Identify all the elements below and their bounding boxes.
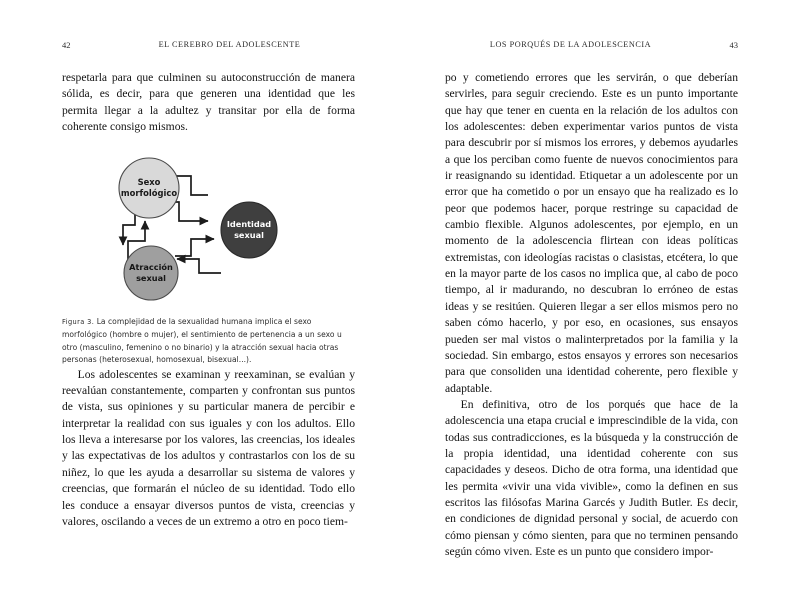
left-running-head-title: EL CEREBRO DEL ADOLESCENTE (158, 40, 301, 49)
left-paragraph-2: Los adolescentes se examinan y reexaminan, se evalúan y reevalúan constantemente, comparten y confrontan sus puntos de vista, sus opiniones y su particular manera de percibir e interpretar la realidad con sus iguales y con los adultos. Ello los lleva a interesarse por los valores, las creencias, los ideales y las expectativas de los adultos y contrastarlos con los de su niñez, lo que les ayuda a desarrollar su sistema de valores y creencias, que formarán el núcleo de su identidad. Todo ello les conduce a ensayar diversos puntos de vista, creencias y valores, oscilando a veces de un extremo a otro en poco tiem- (62, 367, 355, 528)
right-running-head (445, 40, 738, 70)
node-atraccion-label-line1: Atracción (128, 262, 173, 273)
left-page-folio: 42 (62, 40, 71, 50)
arrow-identidad-to-atraccion (177, 259, 221, 273)
node-atraccion-label-line2: sexual (135, 273, 166, 284)
arrow-atraccion-to-identidad (175, 239, 214, 256)
node-identidad-label-line2: sexual (233, 230, 264, 241)
figure-3 (62, 151, 355, 366)
right-running-head-title: LOS PORQUÉS DE LA ADOLESCENCIA (489, 40, 652, 49)
node-sexo-label-line1: Sexo (137, 177, 160, 188)
sexuality-complexity-diagram (109, 151, 309, 306)
node-identidad-sexual (221, 202, 277, 258)
right-page (400, 0, 800, 614)
left-paragraph-1: respetarla para que culminen su autoconstrucción de manera sólida, es decir, para que generen una identidad que les permita llegar a la adultez y transitar por ella de forma coherente consigo mismos. (62, 71, 355, 134)
figure-3-label: Figura 3. (62, 318, 95, 327)
node-sexo-label-line2: morfológico (120, 188, 177, 199)
figure-3-caption-text: La complejidad de la sexualidad humana implica el sexo morfológico (hombre o mujer), el sentimiento de pertenencia a un sexo u otro (masculino, femenino o no binario) y la atracción sexual hacia otras personas (heterosexual, homosexual, bisexual...). (62, 317, 342, 365)
left-text-column (62, 70, 355, 530)
right-page-folio: 43 (729, 40, 738, 50)
figure-3-caption (62, 316, 355, 366)
left-running-head (62, 40, 355, 70)
figure-3-image (62, 151, 355, 306)
right-paragraph-1: po y cometiendo errores que les servirán, o que deberían servirles, para seguir creciendo. Este es un punto importante que hay que tener en cuenta en la relación de los adultos con los adolescentes: deben experimentar varios puntos de vista para descubrir por sí mismos los errores, y debemos ayudarles a que los perciban como fuente de nuevos conocimientos para ir reasignando su identidad. Etiquetar a un adolescente por un error que ha cometido o por un ensayo que ha realizado es lo peor que podemos hacer, porque restringe su capacidad de cambio flexible. Algunos adolescentes, por ejemplo, en un momento de la adolescencia flirtean con ideas políticas extremistas, con ideologías racistas o clasistas, etcétera, lo que en la mayor parte de los casos no implica que, al cabo de poco tiempo, al ir madurando, no descubran lo erróneo de estas ideas y se resitúen. Quieren llegar a ser ellos mismos pero no saben cómo hacerlo, y por eso, en ocasiones, sus ensayos pueden ser mal vistos o malinterpretados por la familia y la sociedad. Sin embargo, estos ensayos y errores son necesarios para que consoliden una identidad coherente, pero flexible y adaptable. (445, 71, 738, 395)
node-sexo-morfologico (119, 158, 179, 218)
right-paragraph-2: En definitiva, otro de los porqués que hace de la adolescencia una etapa crucial e imprescindible de la vida, con todas sus contradicciones, es la búsqueda y la construcción de la propia identidad, una identidad coherente con sus capacidades y deseos. Dicho de otra forma, una identidad que les permita «vivir una vida vivible», como la definen en sus escritos las filósofas Marina Garcés y Judith Butler. Es decir, en condiciones de dignidad personal y social, de acuerdo con cómo piensan y cómo sienten, para que no terminen pensando según cómo viven. Este es un punto que considero impor- (445, 397, 738, 558)
right-text-column (445, 70, 738, 560)
node-atraccion-sexual (124, 246, 178, 300)
node-identidad-label-line1: Identidad (226, 219, 271, 230)
